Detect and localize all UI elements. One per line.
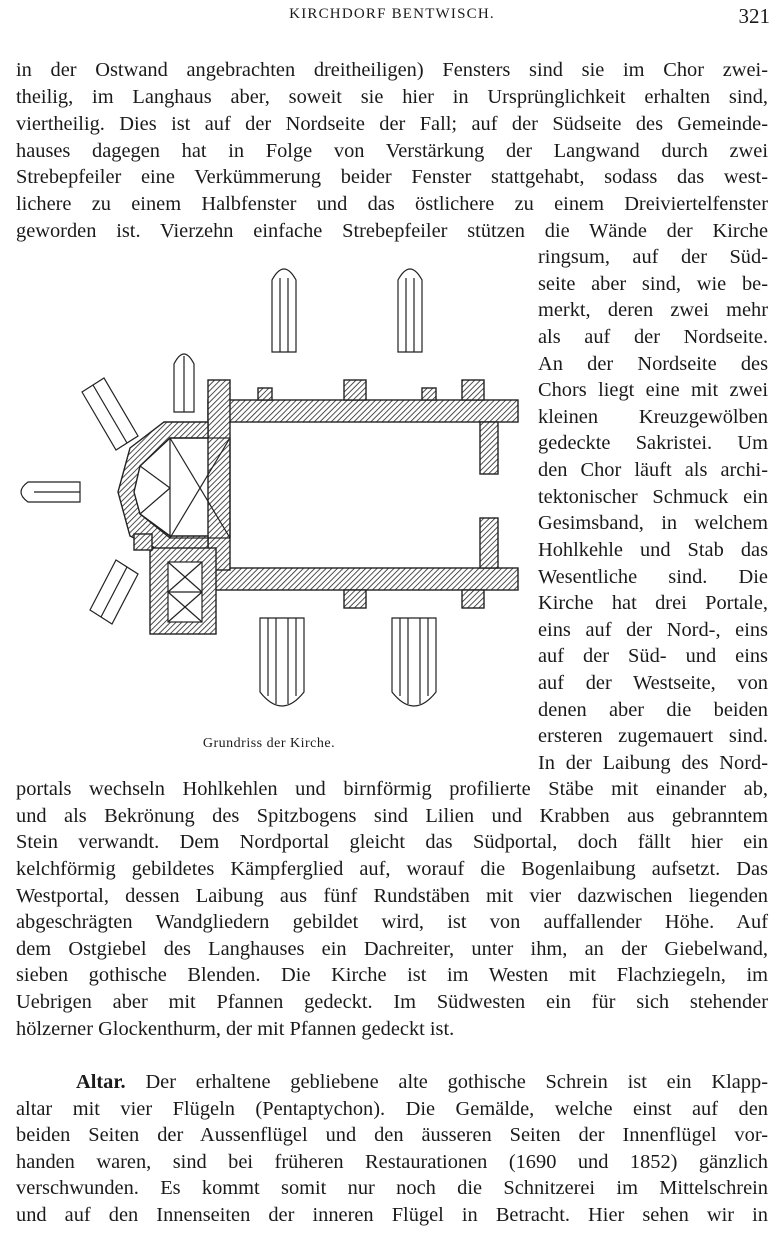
text-line: in der Ostwand angebrachten dreitheiligen) Fensters sind sie im Chor zwei- xyxy=(16,59,768,81)
running-title: KIRCHDORF BENTWISCH. xyxy=(289,6,495,22)
text-line: denen aber die beiden xyxy=(538,699,768,721)
text-line: handen waren, sind bei früheren Restaurationen (1690 und 1852) gänzlich xyxy=(16,1151,768,1173)
floor-plan-drawing xyxy=(14,252,524,732)
text-line: Strebepfeiler eine Verkümmerung beider Fenster stattgehabt, sodass das west- xyxy=(16,166,768,188)
text-line: und auf den Innenseiten der inneren Flügel in Betracht. Hier sehen wir in xyxy=(16,1204,768,1226)
text-line: tektonischer Schmuck ein xyxy=(538,486,768,508)
text-line: merkt, deren zwei mehr xyxy=(538,299,768,321)
text-line: In der Laibung des Nord- xyxy=(538,752,768,774)
text-line: den Chor läuft als archi- xyxy=(538,459,768,481)
text-line: Kirche hat drei Portale, xyxy=(538,592,768,614)
floor-plan-figure xyxy=(14,252,524,762)
text-line: viertheilig. Dies ist auf der Nordseite der Fall; auf der Südseite des Gemeinde- xyxy=(16,113,768,135)
text-line: auf der Süd- und eins xyxy=(538,645,768,667)
text-line: geworden ist. Vierzehn einfache Strebepfeiler stützen die Wände der Kirche xyxy=(16,220,768,242)
text-line: auf der Westseite, von xyxy=(538,672,768,694)
text-line: theilig, im Langhaus aber, soweit sie hier in Ursprünglichkeit erhalten sind, xyxy=(16,86,768,108)
figure-caption: Grundriss der Kirche. xyxy=(202,736,336,751)
altar-heading: Altar. xyxy=(76,1071,126,1093)
text-line: als auf der Nordseite. xyxy=(538,326,768,348)
text-line: und als Bekrönung des Spitzbogens sind Lilien und Krabben aus gebranntem xyxy=(16,805,768,827)
text-line: ringsum, auf der Süd- xyxy=(538,246,768,268)
text-line: Uebrigen aber mit Pfannen gedeckt. Im Südwesten ein für sich stehender xyxy=(16,991,768,1013)
text-line: eins auf der Nord-, eins xyxy=(538,619,768,641)
text-line: beiden Seiten der Aussenflügel und den äusseren Seiten der Innenflügel vor- xyxy=(16,1124,768,1146)
text-line: sieben gothische Blenden. Die Kirche ist im Westen mit Flachziegeln, im xyxy=(16,964,768,986)
text-line: hölzerner Glockenthurm, der mit Pfannen gedeckt ist. xyxy=(16,1018,455,1040)
text-line: Chors liegt eine mit zwei xyxy=(538,379,768,401)
text-line: kleinen Kreuzgewölben xyxy=(538,406,768,428)
text-line: hauses dagegen hat in Folge von Verstärkung der Langwand durch zwei xyxy=(16,140,768,162)
text-line: portals wechseln Hohlkehlen und birnförmig profilierte Stäbe mit einander ab, xyxy=(16,778,768,800)
text-line: kelchförmig gebildetes Kämpferglied auf, worauf die Bogenlaibung aufsetzt. Das xyxy=(16,858,768,880)
text-line: An der Nordseite des xyxy=(538,353,768,375)
altar-first-line xyxy=(16,1069,768,1095)
text-line: Stein verwandt. Dem Nordportal gleicht das Südportal, doch fällt hier ein xyxy=(16,831,768,853)
text-line: Gesimsband, in welchem xyxy=(538,512,768,534)
text-line: lichere zu einem Halbfenster und das östlichere zu einem Dreiviertelfenster xyxy=(16,193,768,215)
text-line: gedeckte Sakristei. Um xyxy=(538,432,768,454)
page-number: 321 xyxy=(738,4,770,28)
text-line: altar mit vier Flügeln (Pentaptychon). Die Gemälde, welche einst auf den xyxy=(16,1098,768,1120)
text-line: Westportal, dessen Laibung aus fünf Rundstäben mit vier dazwischen liegenden xyxy=(16,885,768,907)
page-header xyxy=(0,6,784,30)
text-line: Wesentliche sind. Die xyxy=(538,566,768,588)
text-line: seite aber sind, wie be- xyxy=(538,273,768,295)
text-line: dem Ostgiebel des Langhauses ein Dachreiter, unter ihm, an der Giebelwand, xyxy=(16,938,768,960)
altar-first-line-text: Der erhaltene gebliebene alte gothische Schrein ist ein Klapp- xyxy=(145,1071,768,1093)
text-line: abgeschrägten Wandgliedern gebildet wird, ist von auffallender Höhe. Auf xyxy=(16,911,768,933)
text-line: ersteren zugemauert sind. xyxy=(538,725,768,747)
text-line: verschwunden. Es kommt somit nur noch die Schnitzerei im Mittelschrein xyxy=(16,1177,768,1199)
text-line: Hohlkehle und Stab das xyxy=(538,539,768,561)
